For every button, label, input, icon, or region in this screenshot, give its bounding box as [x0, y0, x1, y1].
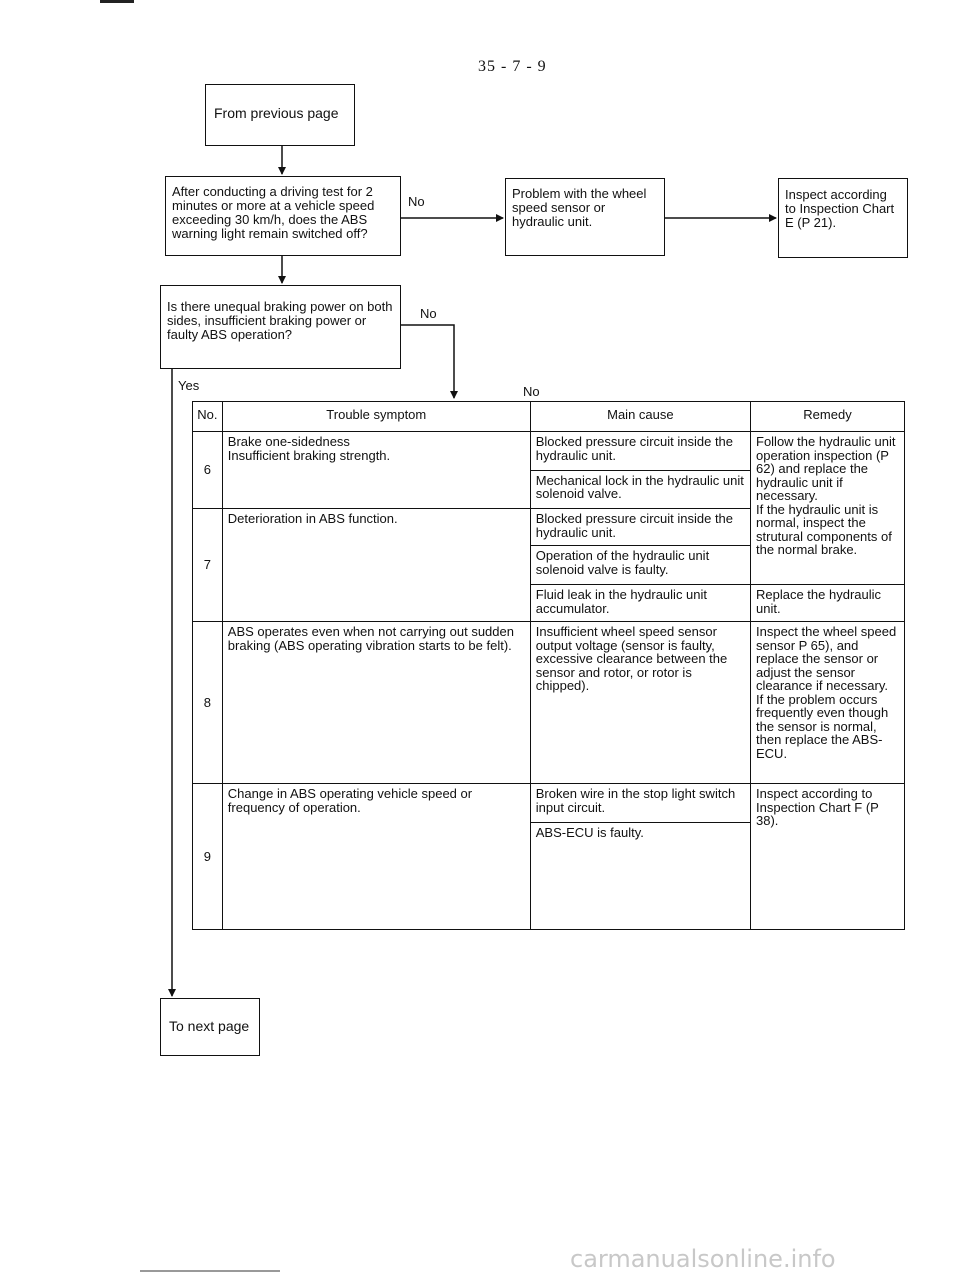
- problem-box: [505, 178, 665, 256]
- trouble-table: [192, 401, 905, 930]
- row-8-cause: Insufficient wheel speed sensor output voltage (sensor is faulty, excessive clearance between the sensor and rotor, or rotor is chipped).: [530, 622, 750, 784]
- row-7-remedy-3: Replace the hydraulic unit.: [751, 585, 905, 622]
- row-7-number: 7: [193, 509, 223, 622]
- row-8-remedy: Inspect the wheel speed sensor P 65), and replace the sensor or adjust the sensor clearance if necessary. If the problem occurs frequently even though the sensor is normal, then replace the ABS-ECU.: [751, 622, 905, 784]
- q1-no-label: No: [408, 194, 425, 209]
- problem-text: Problem with the wheel speed sensor or hydraulic unit.: [512, 186, 647, 229]
- to-next-page-label: To next page: [169, 1018, 250, 1034]
- row-6-7-remedy: Follow the hydraulic unit operation inspection (P 62) and replace the hydraulic unit if necessary. If the hydraulic unit is normal, inspect the strutural components of the normal brake.: [751, 432, 905, 585]
- inspect-chart-e-text: Inspect according to Inspection Chart E (P 21).: [785, 187, 895, 230]
- braking-question-text: Is there unequal braking power on both sides, insufficient braking power or faulty ABS operation?: [167, 299, 393, 342]
- row-9-cause-1: Broken wire in the stop light switch input circuit.: [530, 784, 750, 823]
- row-7-cause-2: Operation of the hydraulic unit solenoid valve is faulty.: [530, 546, 750, 585]
- row-7-symptom: Deterioration in ABS function.: [222, 509, 530, 622]
- row-8-number: 8: [193, 622, 223, 784]
- watermark: carmanualsonline.info: [570, 1245, 836, 1273]
- table-row: [193, 622, 905, 784]
- header-remedy: Remedy: [751, 402, 905, 432]
- from-previous-page-box: [205, 84, 355, 146]
- row-9-symptom: Change in ABS operating vehicle speed or frequency of operation.: [222, 784, 530, 930]
- header-trouble-symptom: Trouble symptom: [222, 402, 530, 432]
- header-no: No.: [193, 402, 223, 432]
- row-6-cause-1: Blocked pressure circuit inside the hydraulic unit.: [530, 432, 750, 471]
- driving-test-question-box: [165, 176, 401, 256]
- row-9-number: 9: [193, 784, 223, 930]
- table-row: [193, 432, 905, 471]
- row-8-symptom: ABS operates even when not carrying out sudden braking (ABS operating vibration starts to be felt).: [222, 622, 530, 784]
- from-previous-page-label: From previous page: [214, 105, 339, 121]
- table-header-row: [193, 402, 905, 432]
- table-row: [193, 784, 905, 823]
- page-number: 35 - 7 - 9: [478, 58, 547, 75]
- inspect-chart-e-box: [778, 178, 908, 258]
- braking-question-box: [160, 285, 401, 369]
- row-7-cause-3: Fluid leak in the hydraulic unit accumulator.: [530, 585, 750, 622]
- row-6-number: 6: [193, 432, 223, 509]
- row-7-cause-1: Blocked pressure circuit inside the hydraulic unit.: [530, 509, 750, 546]
- to-next-page-box: [160, 998, 260, 1056]
- row-9-cause-2: ABS-ECU is faulty.: [530, 823, 750, 930]
- driving-test-question-text: After conducting a driving test for 2 minutes or more at a vehicle speed exceeding 30 km/h, does the ABS warning light remain switched off?: [172, 184, 375, 241]
- yes-label: Yes: [178, 378, 200, 393]
- header-main-cause: Main cause: [530, 402, 750, 432]
- row-6-cause-2: Mechanical lock in the hydraulic unit solenoid valve.: [530, 470, 750, 509]
- bottom-edge-mark: [140, 1270, 280, 1272]
- q2-no-label: No: [420, 306, 437, 321]
- row-6-symptom: Brake one-sidedness Insufficient braking strength.: [222, 432, 530, 509]
- no-label-lower: No: [523, 384, 540, 399]
- row-9-remedy: Inspect according to Inspection Chart F (P 38).: [751, 784, 905, 930]
